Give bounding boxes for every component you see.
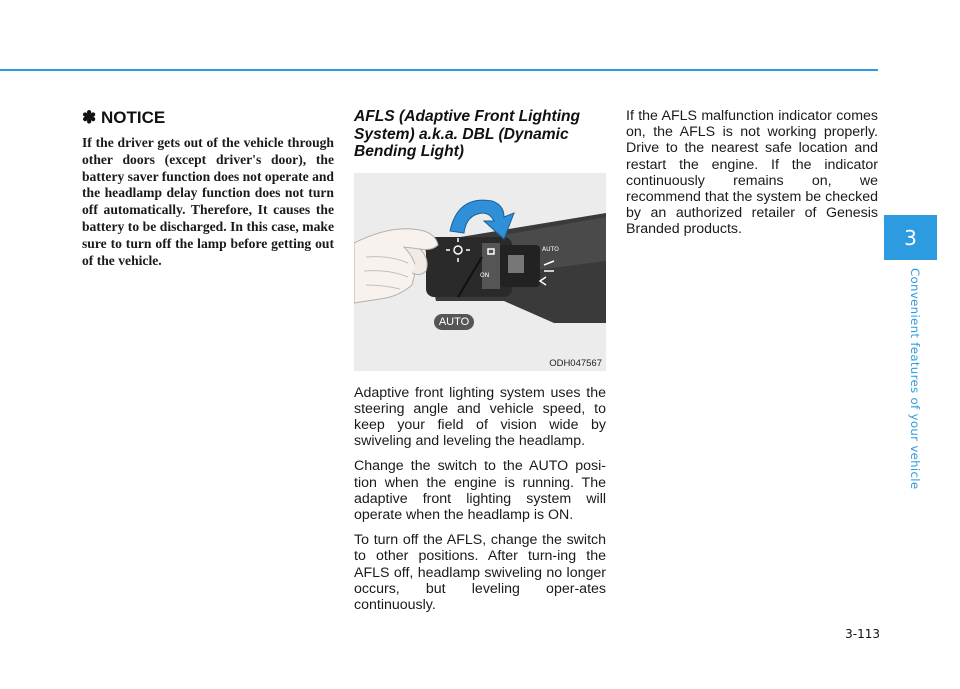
figure-caption: ODH047567 <box>549 357 602 369</box>
chapter-title: Convenient features of your vehicle <box>908 268 922 490</box>
notice-body: If the driver gets out of the vehicle through other doors (except driver's door), the battery saver function does not operate and the headlamp delay function does not turn off automatically. Therefore, It causes the battery to be discharged. In this case, make sure to turn off the lamp before getting out of the vehicle. <box>82 135 334 268</box>
malfunction-column <box>626 108 878 247</box>
afls-switch-figure <box>354 173 606 371</box>
auto-label: AUTO <box>438 315 470 328</box>
chapter-side-tab <box>884 0 937 689</box>
paragraph-3: To turn off the AFLS, change the switch to other positions. After turn-ing the AFLS off, headlamp swiveling no longer occurs, but leveling oper-ates continuously. <box>354 532 606 613</box>
afls-column <box>354 108 606 622</box>
switch-illustration <box>354 173 606 371</box>
svg-text:AUTO: AUTO <box>542 245 559 253</box>
notice-title: NOTICE <box>100 108 166 127</box>
paragraph-1: Adaptive front lighting system uses the steering angle and vehicle speed, to keep your field of vision wide by swiveling and leveling the headlamp. <box>354 384 606 450</box>
notice-heading <box>82 108 334 128</box>
header-rule <box>0 69 878 71</box>
page-number: 3-113 <box>845 627 880 641</box>
malfunction-paragraph: If the AFLS malfunction indicator comes on, the AFLS is not working properly. Drive to the nearest safe location and restart the engine. If the indicator continuously remains on, we recommend that the system be checked by an authorized retailer of Genesis Branded products. <box>626 108 878 238</box>
notice-column <box>82 108 334 269</box>
chapter-number-badge: 3 <box>884 215 937 260</box>
paragraph-2: Change the switch to the AUTO posi-tion when the engine is running. The adaptive front lighting system will operate when the headlamp is ON. <box>354 458 606 523</box>
notice-symbol-icon: ✽ <box>82 108 97 127</box>
section-title: AFLS (Adaptive Front Lighting System) a.k.a. DBL (Dynamic Bending Light) <box>354 108 581 160</box>
svg-text:ON: ON <box>480 271 490 279</box>
